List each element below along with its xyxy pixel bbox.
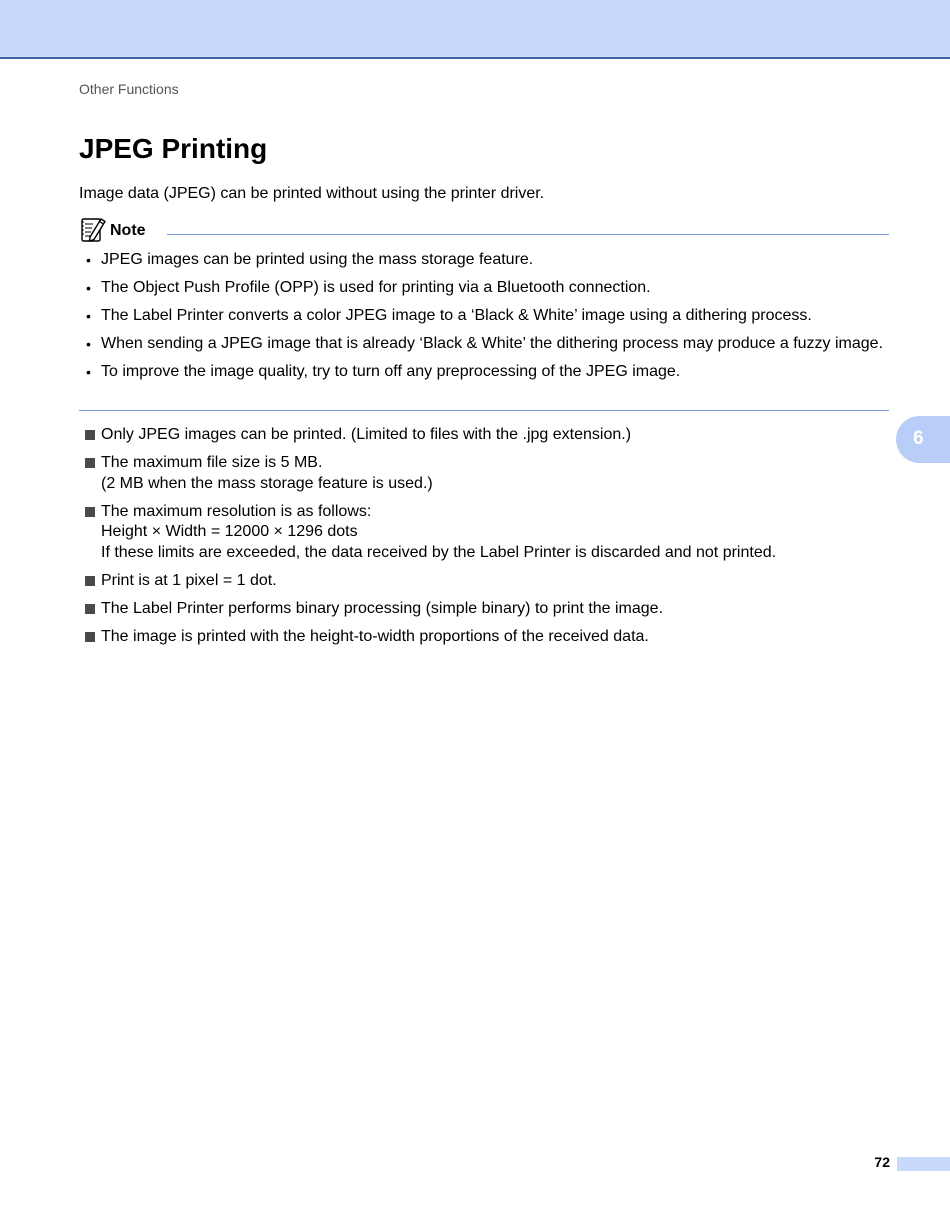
note-item-text: When sending a JPEG image that is already ‘Black & White’ the dithering process may produce a fuzzy image. (101, 335, 884, 352)
requirements-list (79, 425, 889, 655)
list-item (79, 599, 889, 620)
square-bullet-icon (85, 604, 95, 614)
note-item (79, 250, 889, 270)
bullet-dot-icon: • (86, 336, 91, 352)
note-item (79, 362, 889, 382)
header-band (0, 0, 950, 59)
list-item-line: Only JPEG images can be printed. (Limited to files with the .jpg extension.) (101, 426, 632, 443)
note-item-text: The Object Push Profile (OPP) is used for printing via a Bluetooth connection. (101, 279, 651, 296)
bullet-dot-icon: • (86, 364, 91, 380)
list-item-line: (2 MB when the mass storage feature is used.) (101, 474, 433, 492)
note-list (79, 250, 889, 390)
list-item (79, 502, 889, 564)
list-item-line: The maximum resolution is as follows: (101, 502, 372, 520)
bullet-dot-icon: • (86, 252, 91, 268)
list-item-line: The image is printed with the height-to-width proportions of the received data. (101, 627, 649, 645)
section-label: Other Functions (79, 81, 179, 97)
list-item-line: The maximum file size is 5 MB. (101, 454, 323, 471)
note-top-rule (167, 234, 889, 235)
list-item (79, 571, 889, 592)
bullet-dot-icon: • (86, 280, 91, 296)
bullet-dot-icon: • (86, 308, 91, 324)
note-header (79, 215, 889, 245)
square-bullet-icon (85, 430, 95, 440)
list-item (79, 627, 889, 648)
list-item-line: Print is at 1 pixel = 1 dot. (101, 571, 277, 589)
page-number: 72 (874, 1154, 890, 1170)
note-item-text: JPEG images can be printed using the mass storage feature. (101, 251, 534, 268)
square-bullet-icon (85, 632, 95, 642)
square-bullet-icon (85, 458, 95, 468)
list-item-line: Height × Width = 12000 × 1296 dots (101, 523, 358, 540)
note-bottom-rule (79, 410, 889, 411)
square-bullet-icon (85, 576, 95, 586)
chapter-tab (896, 416, 950, 463)
chapter-number: 6 (913, 428, 924, 449)
note-item-text: To improve the image quality, try to turn off any preprocessing of the JPEG image. (101, 363, 681, 380)
list-item-line: The Label Printer performs binary processing (simple binary) to print the image. (101, 599, 664, 617)
note-item (79, 306, 889, 326)
list-item-line: If these limits are exceeded, the data received by the Label Printer is discarded and not printed. (101, 543, 777, 561)
note-pencil-icon (79, 215, 107, 243)
square-bullet-icon (85, 507, 95, 517)
note-item (79, 278, 889, 298)
note-title: Note (110, 222, 146, 239)
page-number-bar (897, 1157, 950, 1171)
page-title: JPEG Printing (79, 133, 268, 164)
intro-paragraph: Image data (JPEG) can be printed without using the printer driver. (79, 185, 545, 202)
note-item-text: The Label Printer converts a color JPEG image to a ‘Black & White’ image using a dithering process. (101, 307, 812, 324)
note-item (79, 334, 889, 354)
list-item (79, 453, 889, 494)
list-item (79, 425, 889, 446)
